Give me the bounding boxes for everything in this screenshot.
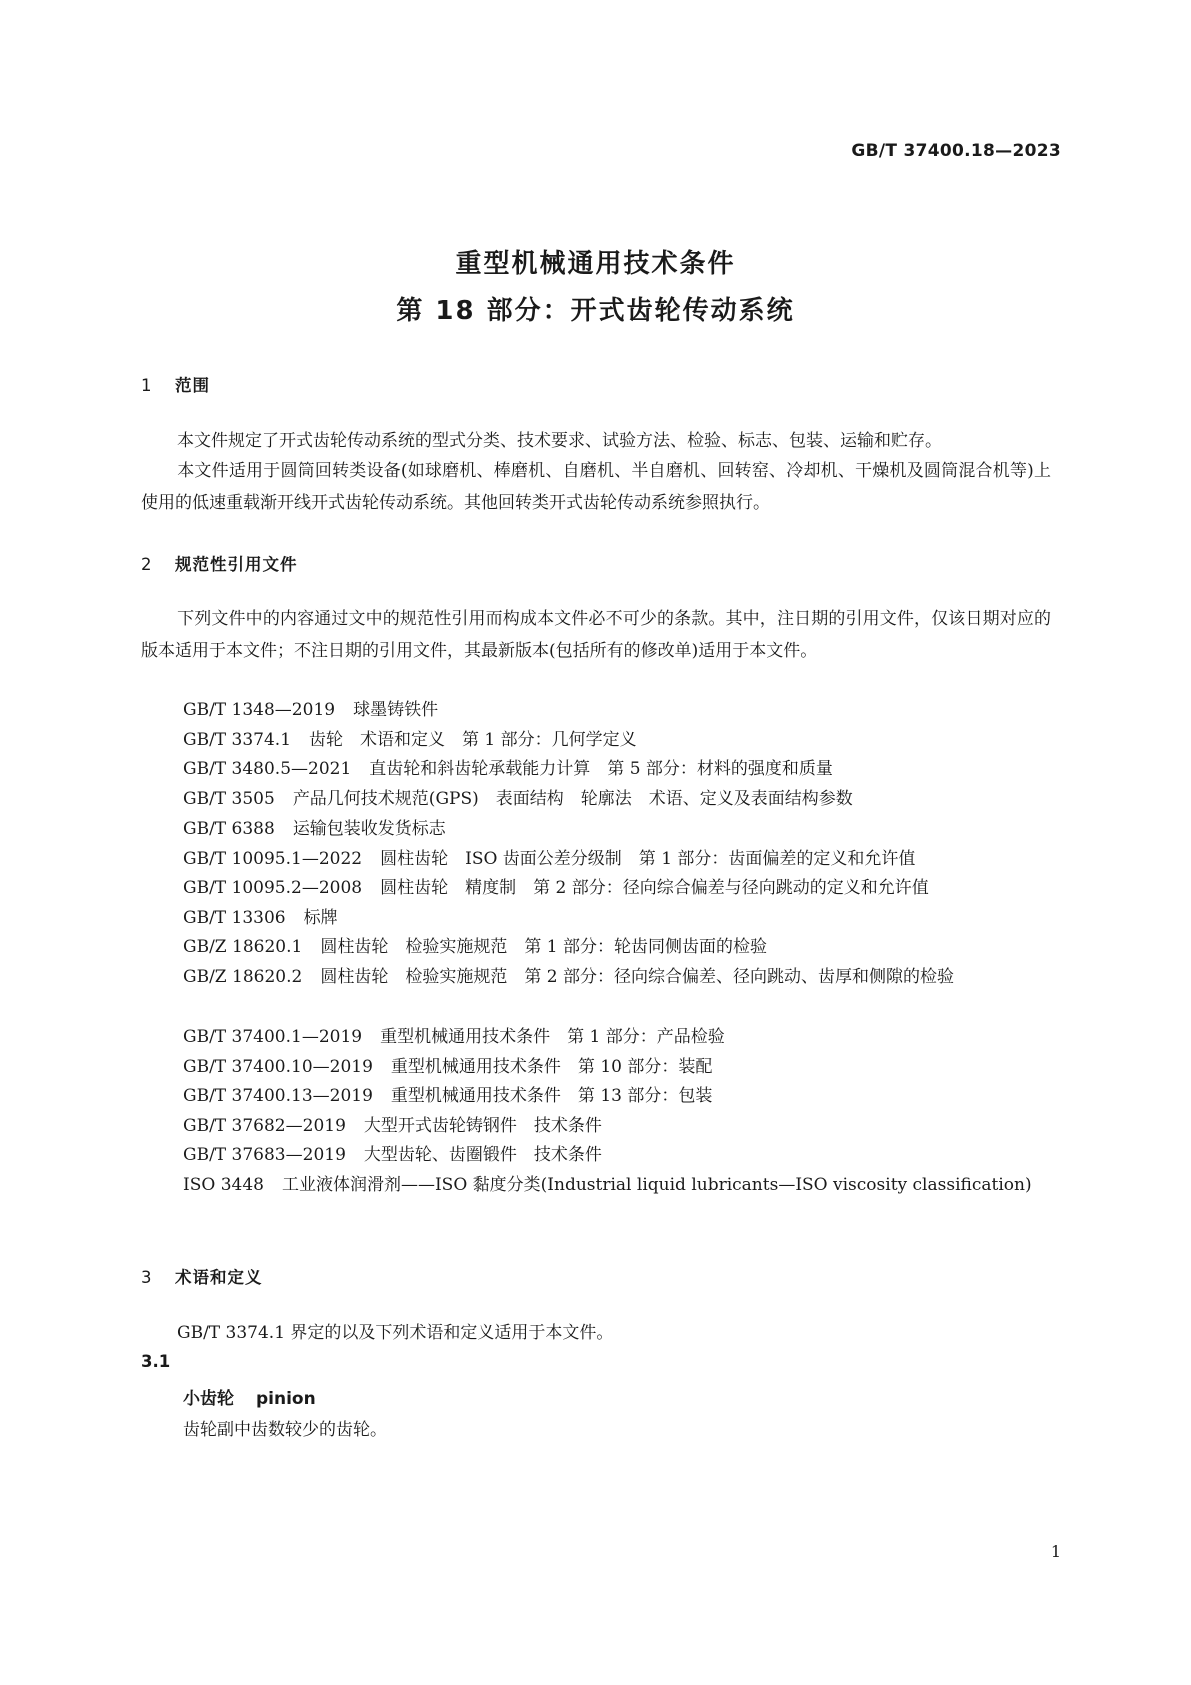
- reference-item: [183, 872, 1051, 904]
- term-entry: [183, 1384, 316, 1409]
- reference-title: 圆柱齿轮 精度制 第 2 部分：径向综合偏差与径向跳动的定义和允许值: [380, 878, 929, 898]
- scope-paragraph-1-text: 本文件规定了开式齿轮传动系统的型式分类、技术要求、试验方法、检验、标志、包装、运输和贮存。: [177, 431, 942, 451]
- clause-number: 3.1: [141, 1352, 171, 1371]
- document-title-line2: 第 18 部分：开式齿轮传动系统: [396, 296, 795, 326]
- section-2-heading: [141, 551, 298, 575]
- reference-item: [183, 724, 1051, 756]
- reference-title: 运输包装收发货标志: [292, 819, 446, 839]
- reference-code: GB/T 37400.13—2019: [183, 1086, 373, 1106]
- reference-code: GB/T 37400.1—2019: [183, 1027, 363, 1047]
- reference-title: 直齿轮和斜齿轮承载能力计算 第 5 部分：材料的强度和质量: [369, 759, 833, 779]
- reference-title: 产品几何技术规范(GPS) 表面结构 轮廓法 术语、定义及表面结构参数: [292, 789, 853, 809]
- reference-code: GB/Z 18620.2: [183, 967, 303, 987]
- reference-title: 齿轮 术语和定义 第 1 部分：几何学定义: [309, 730, 637, 750]
- reference-code: GB/T 37683—2019: [183, 1145, 346, 1165]
- reference-item: [183, 1139, 1051, 1171]
- reference-title: 标牌: [303, 908, 338, 928]
- reference-item: [183, 1021, 1051, 1053]
- reference-code: ISO 3448: [183, 1175, 264, 1195]
- term-definition: 齿轮副中齿数较少的齿轮。: [183, 1420, 387, 1440]
- section-1-heading: [141, 372, 210, 396]
- reference-item: [141, 961, 1051, 993]
- reference-title: 圆柱齿轮 ISO 齿面公差分级制 第 1 部分：齿面偏差的定义和允许值: [380, 849, 916, 869]
- reference-title: 大型齿轮、齿圈锻件 技术条件: [363, 1145, 602, 1165]
- reference-item: [183, 694, 1051, 726]
- reference-item: [183, 813, 1051, 845]
- section-3-number: 3: [141, 1268, 153, 1287]
- reference-item: [183, 931, 1051, 963]
- reference-code: GB/T 13306: [183, 908, 286, 928]
- reference-code: GB/T 3505: [183, 789, 275, 809]
- reference-title: 工业液体润滑剂——ISO 黏度分类(Industrial liquid lubricants—ISO viscosity classification): [281, 1175, 1032, 1195]
- reference-code: GB/T 37400.10—2019: [183, 1057, 373, 1077]
- standard-number: GB/T 37400.18—2023: [851, 141, 1061, 161]
- reference-code: GB/T 10095.1—2022: [183, 849, 363, 869]
- reference-item: [183, 1051, 1051, 1083]
- reference-title: 大型开式齿轮铸钢件 技术条件: [363, 1116, 602, 1136]
- term-zh: 小齿轮: [183, 1389, 234, 1409]
- terms-intro-text: GB/T 3374.1 界定的以及下列术语和定义适用于本文件。: [177, 1323, 614, 1343]
- reference-code: GB/Z 18620.1: [183, 937, 303, 957]
- reference-title: 重型机械通用技术条件 第 1 部分：产品检验: [380, 1027, 725, 1047]
- section-2-number: 2: [141, 555, 153, 574]
- reference-code: GB/T 3374.1: [183, 730, 292, 750]
- reference-title: 重型机械通用技术条件 第 10 部分：装配: [390, 1057, 713, 1077]
- scope-paragraph-1: [141, 425, 1051, 457]
- scope-paragraph-2-text: 本文件适用于圆筒回转类设备(如球磨机、棒磨机、自磨机、半自磨机、回转窑、冷却机、干燥机及圆筒混合机等)上使用的低速重载渐开线开式齿轮传动系统。其他回转类开式齿轮传动系统参照执行。: [141, 461, 1051, 513]
- normative-references-intro-text: 下列文件中的内容通过文中的规范性引用而构成本文件必不可少的条款。其中，注日期的引用文件，仅该日期对应的版本适用于本文件；不注日期的引用文件，其最新版本(包括所有的修改单)适用于本文件。: [141, 609, 1051, 661]
- reference-item: [183, 1080, 1051, 1112]
- reference-code: GB/T 37682—2019: [183, 1116, 346, 1136]
- reference-code: GB/T 6388: [183, 819, 275, 839]
- page-number: 1: [1050, 1542, 1061, 1561]
- reference-item: [183, 843, 1051, 875]
- scope-paragraph-2: [141, 455, 1051, 519]
- reference-title: 重型机械通用技术条件 第 13 部分：包装: [390, 1086, 713, 1106]
- term-en: pinion: [256, 1389, 316, 1409]
- reference-code: GB/T 1348—2019: [183, 700, 336, 720]
- reference-item: [183, 1110, 1051, 1142]
- reference-code: GB/T 3480.5—2021: [183, 759, 352, 779]
- reference-code: GB/T 10095.2—2008: [183, 878, 363, 898]
- section-1-number: 1: [141, 376, 153, 395]
- normative-references-intro: [141, 603, 1051, 667]
- terms-intro: [141, 1317, 1051, 1349]
- reference-title: 球墨铸铁件: [353, 700, 439, 720]
- section-2-title: 规范性引用文件: [175, 555, 298, 574]
- section-3-heading: [141, 1264, 263, 1288]
- reference-item: [141, 1169, 1051, 1201]
- reference-item: [183, 902, 1051, 934]
- reference-title: 圆柱齿轮 检验实施规范 第 2 部分：径向综合偏差、径向跳动、齿厚和侧隙的检验: [320, 967, 954, 987]
- reference-item: [183, 753, 1051, 785]
- document-title-line1: 重型机械通用技术条件: [455, 249, 736, 279]
- reference-title: 圆柱齿轮 检验实施规范 第 1 部分：轮齿同侧齿面的检验: [320, 937, 767, 957]
- section-3-title: 术语和定义: [175, 1268, 263, 1287]
- section-1-title: 范围: [175, 376, 210, 395]
- reference-item: [183, 783, 1051, 815]
